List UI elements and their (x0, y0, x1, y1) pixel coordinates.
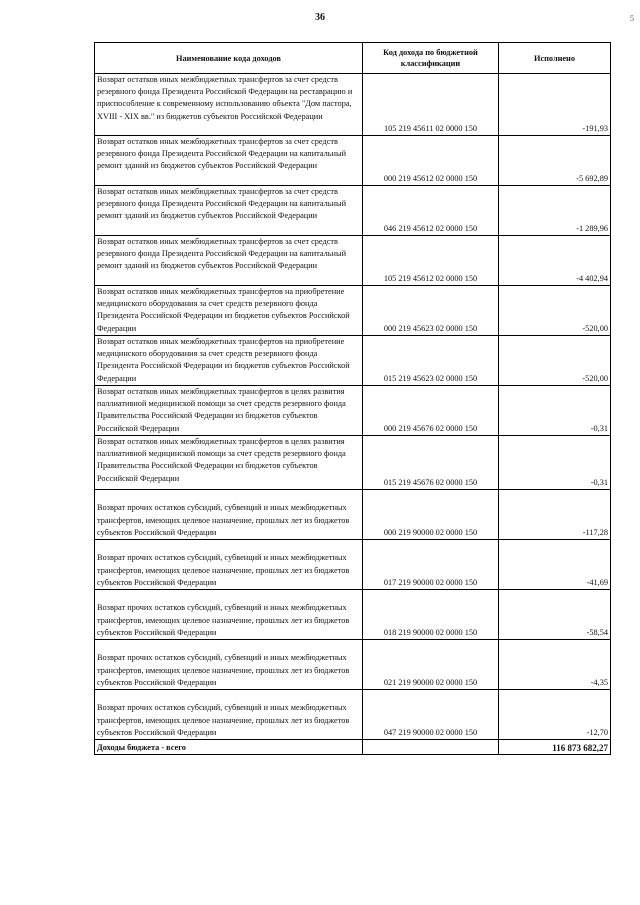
table-row (95, 236, 611, 286)
header-code: Код дохода по бюджетной классификации (363, 43, 499, 74)
cell-value: -41,69 (499, 540, 611, 590)
cell-value: -0,31 (499, 386, 611, 436)
page-number: 36 (315, 12, 325, 23)
cell-name: Возврат прочих остатков субсидий, субвенций и иных межбюджетных трансфертов, имеющих целевое назначение, прошлых лет из бюджетов субъектов Российской Федерации (95, 640, 363, 690)
table-row (95, 336, 611, 386)
cell-code: 017 219 90000 02 0000 150 (363, 540, 499, 590)
corner-mark: 5 (630, 14, 634, 23)
cell-name: Возврат остатков иных межбюджетных трансфертов за счет средств резервного фонда Президента Российской Федерации на реставрацию и приспособление к современному использованию объекта "Дом пастора, XVIII - XIX вв." из бюджетов субъектов Российской Федерации (95, 74, 363, 136)
cell-value: -4 402,94 (499, 236, 611, 286)
cell-value: -117,28 (499, 490, 611, 540)
total-row (95, 740, 611, 755)
total-label: Доходы бюджета - всего (95, 740, 363, 755)
cell-code: 046 219 45612 02 0000 150 (363, 186, 499, 236)
cell-name: Возврат прочих остатков субсидий, субвенций и иных межбюджетных трансфертов, имеющих целевое назначение, прошлых лет из бюджетов субъектов Российской Федерации (95, 590, 363, 640)
cell-code: 047 219 90000 02 0000 150 (363, 690, 499, 740)
cell-value: -520,00 (499, 286, 611, 336)
table-row (95, 186, 611, 236)
cell-value: -0,31 (499, 436, 611, 490)
cell-name: Возврат остатков иных межбюджетных трансфертов в целях развития паллиативной медицинской помощи за счет средств резервного фонда Правительства Российской Федерации из бюджетов субъектов Российской Федерации (95, 436, 363, 490)
cell-name: Возврат прочих остатков субсидий, субвенций и иных межбюджетных трансфертов, имеющих целевое назначение, прошлых лет из бюджетов субъектов Российской Федерации (95, 690, 363, 740)
cell-value: -1 289,96 (499, 186, 611, 236)
table-row (95, 690, 611, 740)
table-row (95, 490, 611, 540)
cell-name: Возврат остатков иных межбюджетных трансфертов на приобретение медицинского оборудования за счет средств резервного фонда Президента Российской Федерации из бюджетов субъектов Российской Федерации (95, 336, 363, 386)
total-code (363, 740, 499, 755)
table-row (95, 286, 611, 336)
cell-code: 105 219 45611 02 0000 150 (363, 74, 499, 136)
cell-code: 015 219 45676 02 0000 150 (363, 436, 499, 490)
cell-name: Возврат прочих остатков субсидий, субвенций и иных межбюджетных трансфертов, имеющих целевое назначение, прошлых лет из бюджетов субъектов Российской Федерации (95, 490, 363, 540)
table-row (95, 540, 611, 590)
table-row (95, 74, 611, 136)
cell-name: Возврат остатков иных межбюджетных трансфертов за счет средств резервного фонда Президента Российской Федерации на капитальный ремонт зданий из бюджетов субъектов Российской Федерации (95, 136, 363, 186)
total-value: 116 873 682,27 (499, 740, 611, 755)
table-row (95, 640, 611, 690)
revenue-table (94, 42, 611, 755)
header-name: Наименование кода доходов (95, 43, 363, 74)
table-header-row (95, 43, 611, 74)
cell-value: -520,00 (499, 336, 611, 386)
cell-value: -12,70 (499, 690, 611, 740)
cell-code: 000 219 90000 02 0000 150 (363, 490, 499, 540)
cell-name: Возврат остатков иных межбюджетных трансфертов за счет средств резервного фонда Президента Российской Федерации на капитальный ремонт зданий из бюджетов субъектов Российской Федерации (95, 186, 363, 236)
cell-code: 015 219 45623 02 0000 150 (363, 336, 499, 386)
cell-code: 021 219 90000 02 0000 150 (363, 640, 499, 690)
cell-code: 000 219 45612 02 0000 150 (363, 136, 499, 186)
cell-name: Возврат остатков иных межбюджетных трансфертов за счет средств резервного фонда Президента Российской Федерации на капитальный ремонт зданий из бюджетов субъектов Российской Федерации (95, 236, 363, 286)
cell-value: -5 692,89 (499, 136, 611, 186)
cell-name: Возврат остатков иных межбюджетных трансфертов в целях развития паллиативной медицинской помощи за счет средств резервного фонда Правительства Российской Федерации из бюджетов субъектов Российской Федерации (95, 386, 363, 436)
cell-code: 000 219 45676 02 0000 150 (363, 386, 499, 436)
cell-code: 105 219 45612 02 0000 150 (363, 236, 499, 286)
table-row (95, 436, 611, 490)
cell-value: -191,93 (499, 74, 611, 136)
header-executed: Исполнено (499, 43, 611, 74)
cell-code: 018 219 90000 02 0000 150 (363, 590, 499, 640)
cell-value: -4,35 (499, 640, 611, 690)
cell-name: Возврат остатков иных межбюджетных трансфертов на приобретение медицинского оборудования за счет средств резервного фонда Президента Российской Федерации из бюджетов субъектов Российской Федерации (95, 286, 363, 336)
cell-value: -58,54 (499, 590, 611, 640)
table-row (95, 590, 611, 640)
cell-code: 000 219 45623 02 0000 150 (363, 286, 499, 336)
table-row (95, 386, 611, 436)
table-row (95, 136, 611, 186)
cell-name: Возврат прочих остатков субсидий, субвенций и иных межбюджетных трансфертов, имеющих целевое назначение, прошлых лет из бюджетов субъектов Российской Федерации (95, 540, 363, 590)
